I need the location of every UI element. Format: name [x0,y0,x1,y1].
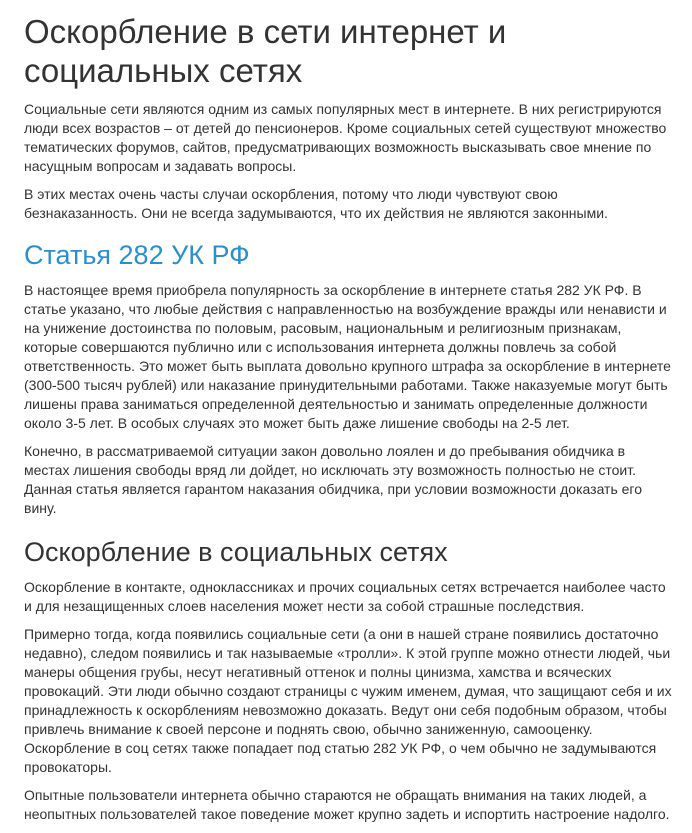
article-282-paragraph-2: Конечно, в рассматриваемой ситуации закон довольно лоялен и до пребывания обидчика в местах лишения свободы вряд ли дойдет, но исключать эту возможность полностью не стоит. Данная статья является гарантом наказания обидчика, при условии возможности доказать его вину. [24,443,643,516]
social-networks-paragraph-3: Опытные пользователи интернета обычно стараются не обращать внимания на таких людей, а неопытных пользователей такое поведение может крупно задеть и испортить настроение надолго. [24,787,670,822]
section-heading-article-282: Статья 282 УК РФ [24,240,250,270]
article [24,12,672,833]
intro-paragraph-2: В этих местах очень часты случаи оскорбления, потому что люди чувствуют свою безнаказанность. Они не всегда задумываются, что их действия не являются законными. [24,186,608,221]
article-282-paragraph-1: В настоящее время приобрела популярность за оскорбление в интернете статья 282 УК РФ. В статье указано, что любые действия с направленностью на возбуждение вражды или ненависти и на унижение достоинства по половым, расовым, национальным и религиозным признакам, которые совершаются публично или с использования интернета должны повлечь за собой ответственность. Это может быть выплата довольно крупного штрафа за оскорбление в интернете (300-500 тысяч рублей) или наказание принудительными работами. Также наказуемые могут быть лишены права заниматься определенной деятельностью и занимать определенные должности около 3-5 лет. В особых случаях это может быть даже лишение свободы на 2-5 лет. [24,282,671,431]
section-heading-social-networks: Оскорбление в социальных сетях [24,537,448,567]
social-networks-paragraph-2: Примерно тогда, когда появились социальные сети (а они в нашей стране появились достаточно недавно), следом появились и так называемые «тролли». К этой группе можно отнести людей, чьи манеры общения грубы, несут негативный оттенок и полны цинизма, хамства и всяческих провокаций. Эти люди обычно создают страницы с чужим именем, думая, что защищают себя и их принадлежность к оскорблениям невозможно доказать. Ведут они себя подобным образом, чтобы привлечь внимание к своей персоне и поднять свою, обычно заниженную, самооценку. Оскорбление в соц сетях также попадает под статью 282 УК РФ, о чем обычно не задумываются провокаторы. [24,626,672,775]
page-title: Оскорбление в сети интернет и социальных сетях [24,13,507,89]
intro-paragraph-1: Социальные сети являются одним из самых популярных мест в интернете. В них регистрируются люди всех возрастов – от детей до пенсионеров. Кроме социальных сетей существуют множество тематических форумов, сайтов, предусматривающих возможность высказывать свое мнение по насущным вопросам и задавать вопросы. [24,101,667,174]
social-networks-paragraph-1: Оскорбление в контакте, одноклассниках и прочих социальных сетях встречается наиболее часто и для незащищенных слоев населения может нести за собой страшные последствия. [24,579,666,614]
